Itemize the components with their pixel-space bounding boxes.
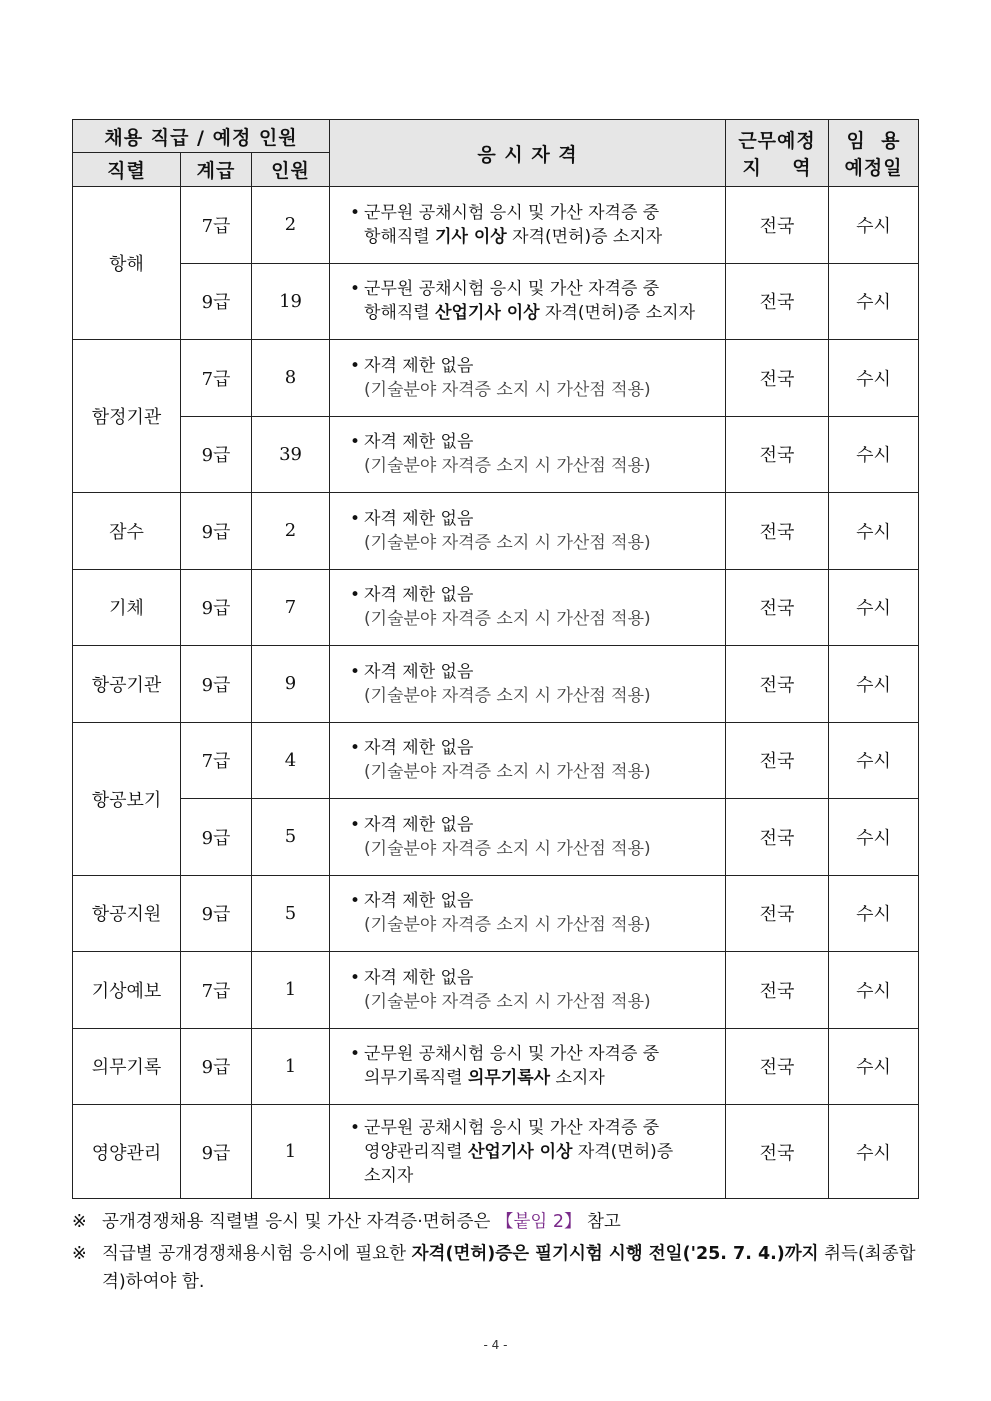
table-row <box>73 875 919 952</box>
region-cell: 전국 <box>726 569 829 646</box>
date-cell: 수시 <box>829 1028 919 1105</box>
qualification-cell: • 자격 제한 없음 (기술분야 자격증 소지 시 가산점 적용) <box>330 340 726 417</box>
footnotes <box>72 1208 922 1300</box>
date-cell: 수시 <box>829 493 919 570</box>
count-cell: 1 <box>252 952 330 1029</box>
region-cell: 전국 <box>726 722 829 799</box>
qualification-cell: • 자격 제한 없음 (기술분야 자격증 소지 시 가산점 적용) <box>330 952 726 1029</box>
count-cell: 2 <box>252 493 330 570</box>
count-cell: 5 <box>252 799 330 876</box>
qualification-cell: • 자격 제한 없음 (기술분야 자격증 소지 시 가산점 적용) <box>330 722 726 799</box>
count-cell: 7 <box>252 569 330 646</box>
count-cell: 8 <box>252 340 330 417</box>
reference-mark-icon: ※ <box>72 1244 87 1264</box>
header-group: 채용 직급 / 예정 인원 <box>73 120 330 153</box>
table-row <box>73 799 919 876</box>
table-row <box>73 722 919 799</box>
qualification-cell: • 군무원 공채시험 응시 및 가산 자격증 중 항해직렬 산업기사 이상 자격(면허)증 소지자 <box>330 263 726 340</box>
table-row <box>73 1028 919 1105</box>
grade-cell: 9급 <box>181 1105 252 1199</box>
qualification-cell: • 자격 제한 없음 (기술분야 자격증 소지 시 가산점 적용) <box>330 416 726 493</box>
grade-cell: 9급 <box>181 493 252 570</box>
grade-cell: 7급 <box>181 952 252 1029</box>
qualification-cell: • 자격 제한 없음 (기술분야 자격증 소지 시 가산점 적용) <box>330 799 726 876</box>
table-row <box>73 1105 919 1199</box>
count-cell: 19 <box>252 263 330 340</box>
table-row <box>73 493 919 570</box>
date-cell: 수시 <box>829 875 919 952</box>
count-cell: 39 <box>252 416 330 493</box>
region-cell: 전국 <box>726 340 829 417</box>
region-cell: 전국 <box>726 187 829 264</box>
series-cell: 항공기관 <box>73 646 181 723</box>
table-row <box>73 646 919 723</box>
grade-cell: 9급 <box>181 799 252 876</box>
count-cell: 1 <box>252 1105 330 1199</box>
grade-cell: 9급 <box>181 1028 252 1105</box>
qualification-cell: • 군무원 공채시험 응시 및 가산 자격증 중 항해직렬 기사 이상 자격(면허)증 소지자 <box>330 187 726 264</box>
region-cell: 전국 <box>726 1028 829 1105</box>
region-cell: 전국 <box>726 263 829 340</box>
date-cell: 수시 <box>829 263 919 340</box>
header-series: 직렬 <box>73 153 181 187</box>
grade-cell: 9급 <box>181 263 252 340</box>
header-date: 임 용 예정일 <box>829 120 919 187</box>
table-row <box>73 416 919 493</box>
date-cell: 수시 <box>829 799 919 876</box>
count-cell: 2 <box>252 187 330 264</box>
table-row <box>73 187 919 264</box>
qualification-cell: • 군무원 공채시험 응시 및 가산 자격증 중 영양관리직렬 산업기사 이상 자격(면허)증 소지자 <box>330 1105 726 1199</box>
grade-cell: 9급 <box>181 416 252 493</box>
footnote: ※ 직급별 공개경쟁채용시험 응시에 필요한 자격(면허)증은 필기시험 시행 전일('25. 7. 4.)까지 취득(최종합격)하여야 함. <box>72 1240 922 1296</box>
date-cell: 수시 <box>829 569 919 646</box>
region-cell: 전국 <box>726 493 829 570</box>
table-row <box>73 952 919 1029</box>
series-cell: 잠수 <box>73 493 181 570</box>
attachment-reference: 【붙임 2】 <box>495 1212 582 1232</box>
header-region: 근무예정 지 역 <box>726 120 829 187</box>
grade-cell: 7급 <box>181 722 252 799</box>
header-count: 인원 <box>252 153 330 187</box>
grade-cell: 7급 <box>181 187 252 264</box>
date-cell: 수시 <box>829 646 919 723</box>
date-cell: 수시 <box>829 952 919 1029</box>
series-cell: 항공지원 <box>73 875 181 952</box>
region-cell: 전국 <box>726 799 829 876</box>
qualification-cell: • 자격 제한 없음 (기술분야 자격증 소지 시 가산점 적용) <box>330 493 726 570</box>
qualification-cell: • 자격 제한 없음 (기술분야 자격증 소지 시 가산점 적용) <box>330 875 726 952</box>
qualification-cell: • 자격 제한 없음 (기술분야 자격증 소지 시 가산점 적용) <box>330 569 726 646</box>
series-cell: 항공보기 <box>73 722 181 875</box>
region-cell: 전국 <box>726 952 829 1029</box>
date-cell: 수시 <box>829 722 919 799</box>
count-cell: 5 <box>252 875 330 952</box>
date-cell: 수시 <box>829 416 919 493</box>
series-cell: 항해 <box>73 187 181 340</box>
grade-cell: 9급 <box>181 569 252 646</box>
region-cell: 전국 <box>726 646 829 723</box>
count-cell: 4 <box>252 722 330 799</box>
date-cell: 수시 <box>829 1105 919 1199</box>
header-grade: 계급 <box>181 153 252 187</box>
region-cell: 전국 <box>726 1105 829 1199</box>
count-cell: 9 <box>252 646 330 723</box>
page-number: - 4 - <box>483 1338 508 1352</box>
date-cell: 수시 <box>829 340 919 417</box>
series-cell: 기상예보 <box>73 952 181 1029</box>
grade-cell: 7급 <box>181 340 252 417</box>
table-row <box>73 569 919 646</box>
count-cell: 1 <box>252 1028 330 1105</box>
header-qualification: 응 시 자 격 <box>330 120 726 187</box>
grade-cell: 9급 <box>181 875 252 952</box>
footnote: ※ 공개경쟁채용 직렬별 응시 및 가산 자격증·면허증은 【붙임 2】 참고 <box>72 1208 922 1236</box>
region-cell: 전국 <box>726 875 829 952</box>
table-row <box>73 263 919 340</box>
qualification-cell: • 자격 제한 없음 (기술분야 자격증 소지 시 가산점 적용) <box>330 646 726 723</box>
series-cell: 의무기록 <box>73 1028 181 1105</box>
series-cell: 함정기관 <box>73 340 181 493</box>
region-cell: 전국 <box>726 416 829 493</box>
reference-mark-icon: ※ <box>72 1212 87 1232</box>
qualification-cell: • 군무원 공채시험 응시 및 가산 자격증 중 의무기록직렬 의무기록사 소지자 <box>330 1028 726 1105</box>
grade-cell: 9급 <box>181 646 252 723</box>
date-cell: 수시 <box>829 187 919 264</box>
series-cell: 기체 <box>73 569 181 646</box>
table-row <box>73 340 919 417</box>
recruitment-table <box>72 119 919 1199</box>
series-cell: 영양관리 <box>73 1105 181 1199</box>
